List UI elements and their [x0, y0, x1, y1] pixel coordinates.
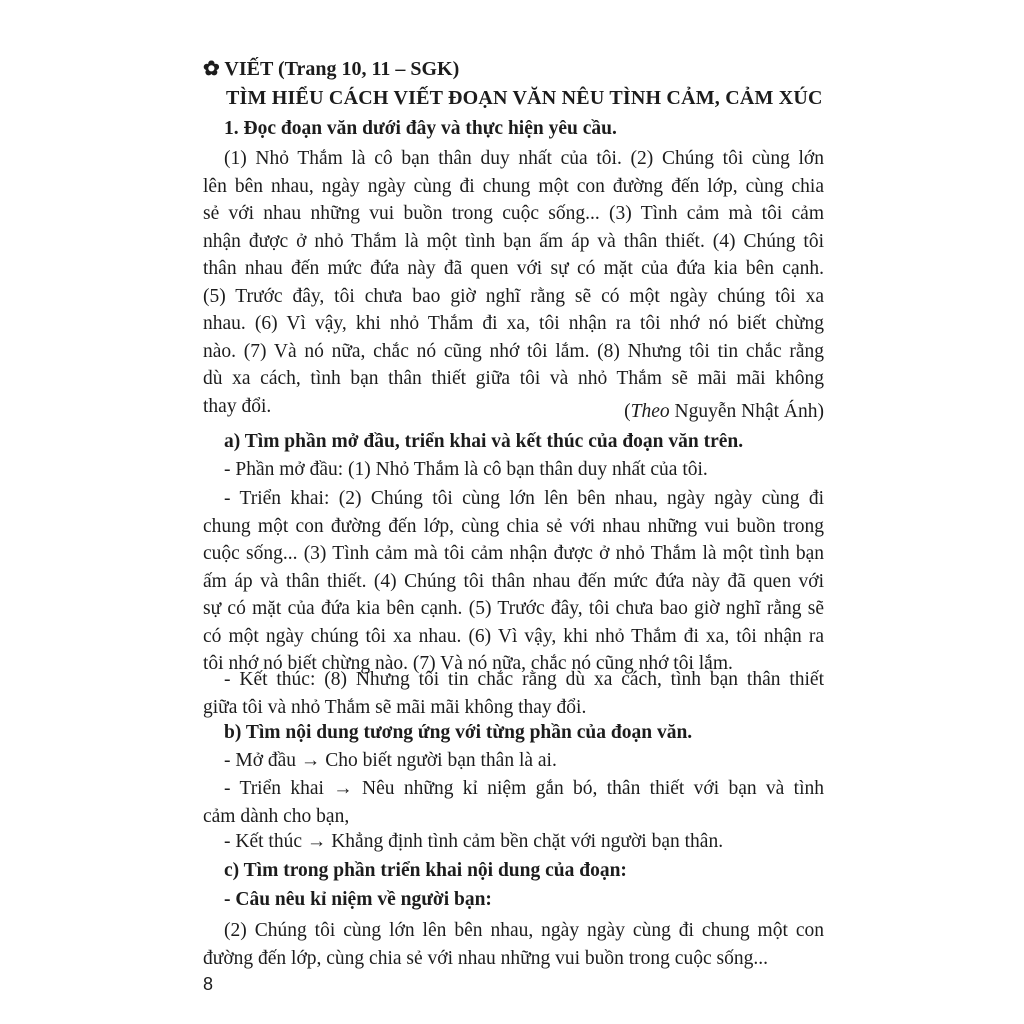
text-line: - Triển khai → Nêu những kỉ niệm gắn bó, thân thiết với bạn và tình	[224, 778, 824, 799]
paragraph	[203, 775, 824, 830]
text-line: - Kết thúc → Khẳng định tình cảm bền chặt với người bạn thân.	[224, 831, 724, 852]
text-line: (5) Trước đây, tôi chưa bao giờ nghĩ rằng sẽ có một ngày chúng tôi xa	[203, 285, 824, 307]
paragraph	[203, 917, 824, 972]
text-line: cảm dành cho bạn,	[203, 805, 350, 827]
text-line: lên bên nhau, ngày ngày cùng đi chung một con đường đến lớp, cùng chia	[203, 175, 824, 197]
text-line: nhau. (6) Vì vậy, khi nhỏ Thắm đi xa, tôi nhận ra tôi nhớ nó biết chừng	[203, 313, 824, 334]
text-line: a) Tìm phần mở đầu, triển khai và kết thúc của đoạn văn trên.	[224, 431, 744, 452]
text-line: sự có mặt của đứa kia bên cạnh. (5) Trước đây, tôi chưa bao giờ nghĩ rằng sẽ	[203, 598, 824, 619]
text-line: (1) Nhỏ Thắm là cô bạn thân duy nhất của tôi. (2) Chúng tôi cùng lớn	[224, 148, 824, 169]
page-title: TÌM HIỂU CÁCH VIẾT ĐOẠN VĂN NÊU TÌNH CẢM, CẢM XÚC	[226, 87, 823, 109]
attribution-italic: Theo	[630, 401, 670, 422]
text-line: - Kết thúc: (8) Nhưng tôi tin chắc rằng dù xa cách, tình bạn thân thiết	[224, 669, 824, 690]
paragraph	[203, 456, 824, 484]
paragraph	[203, 828, 824, 856]
text-line: nhận được ở nhỏ Thắm là một tình bạn ấm áp và thân thiết. (4) Chúng tôi	[203, 230, 824, 252]
text-line: (2) Chúng tôi cùng lớn lên bên nhau, ngày ngày cùng đi chung một con	[224, 920, 824, 941]
question-heading	[203, 115, 824, 143]
text-line: thân nhau đến mức đứa này đã quen với sự có mặt của đứa kia bên cạnh.	[203, 258, 824, 279]
text-line: - Triển khai: (2) Chúng tôi cùng lớn lên bên nhau, ngày ngày cùng đi	[224, 488, 824, 509]
text-line: chung một con đường đến lớp, cùng chia sẻ với nhau những vui buồn trong	[203, 515, 824, 537]
flower-icon: ✿	[203, 58, 225, 80]
question-heading	[203, 428, 824, 456]
question-heading	[203, 886, 824, 914]
text-line: - Câu nêu kỉ niệm về người bạn:	[224, 889, 492, 910]
text-line: đường đến lớp, cùng chia sẻ với nhau những vui buồn trong cuộc sống...	[203, 947, 768, 969]
question-heading	[203, 857, 824, 885]
text-line: có một ngày chúng tôi xa nhau. (6) Vì vậy, khi nhỏ Thắm đi xa, tôi nhận ra	[203, 625, 824, 647]
text-line: ấm áp và thân thiết. (4) Chúng tôi thân nhau đến mức đứa này đã quen với	[203, 570, 824, 592]
paragraph	[203, 747, 824, 775]
text-line: tôi nhớ nó biết chừng nào. (7) Và nó nữa, chắc nó cũng nhớ tôi lắm.	[203, 653, 733, 674]
paragraph	[203, 666, 824, 721]
paragraph	[203, 485, 824, 678]
text-line: sẻ với nhau những vui buồn trong cuộc sống... (3) Tình cảm mà tôi cảm	[203, 203, 824, 224]
text-line: - Phần mở đầu: (1) Nhỏ Thắm là cô bạn thân duy nhất của tôi.	[224, 459, 708, 480]
text-line: 1. Đọc đoạn văn dưới đây và thực hiện yêu cầu.	[224, 118, 617, 139]
page-number: 8	[203, 974, 214, 994]
text-line: (Theo Nguyễn Nhật Ánh)	[624, 401, 824, 422]
text-line: thay đổi.	[203, 395, 272, 417]
text-line: dù xa cách, tình bạn thân thiết giữa tôi và nhỏ Thắm sẽ mãi mãi không	[203, 368, 824, 389]
text-line: b) Tìm nội dung tương ứng với từng phần của đoạn văn.	[224, 722, 693, 743]
text-line: - Mở đầu → Cho biết người bạn thân là ai.	[224, 750, 557, 771]
text-line: giữa tôi và nhỏ Thắm sẽ mãi mãi không thay đổi.	[203, 696, 587, 718]
paragraph	[203, 145, 824, 420]
section-heading: ✿ VIẾT (Trang 10, 11 – SGK)	[203, 58, 460, 80]
text-line: cuộc sống... (3) Tình cảm mà tôi cảm nhận được ở nhỏ Thắm là một tình bạn	[203, 543, 824, 564]
question-heading	[203, 719, 824, 747]
text-line: c) Tìm trong phần triển khai nội dung của đoạn:	[224, 860, 627, 881]
paragraph	[203, 398, 824, 426]
text-line: nào. (7) Và nó nữa, chắc nó cũng nhớ tôi lắm. (8) Nhưng tôi tin chắc rằng	[203, 340, 824, 362]
